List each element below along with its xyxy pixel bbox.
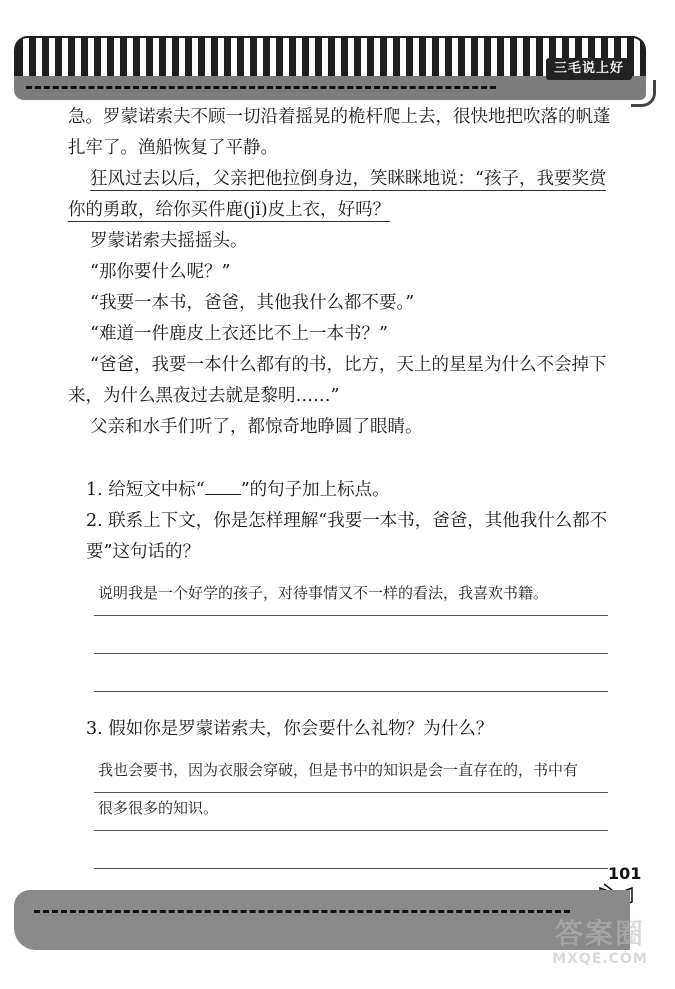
header-corner-curl <box>631 80 656 107</box>
page-header <box>14 36 646 98</box>
question-2: 2. 联系上下文，你是怎样理解“我要一本书，爸爸，其他我什么都不要”这句话的？ <box>86 511 608 562</box>
answer-line[interactable] <box>94 831 608 869</box>
passage-paragraph <box>68 102 614 164</box>
page-number: 101 <box>608 864 642 883</box>
paragraph-text: 急。罗蒙诺索夫不顾一切沿着摇晃的桅杆爬上去，很快地把吹落的帆蓬扎牢了。渔船恢复了平静。 <box>68 107 611 158</box>
passage-paragraph <box>68 257 614 288</box>
watermark-logo <box>540 918 660 978</box>
answer-line[interactable]: 很多很多的知识。 <box>94 793 608 831</box>
passage-paragraph <box>68 164 614 226</box>
paragraph-text: 罗蒙诺索夫摇摇头。 <box>90 231 248 251</box>
blank-mark-sample <box>205 493 241 495</box>
passage-paragraph <box>68 226 614 257</box>
page-footer <box>14 890 630 950</box>
passage-paragraph <box>68 288 614 319</box>
question-1-text-before: 1. 给短文中标“ <box>86 480 205 500</box>
answer-line[interactable]: 我也会要书，因为衣服会穿破，但是书中的知识是会一直存在的，书中有 <box>94 755 608 793</box>
question-2-answer-lines <box>94 578 608 692</box>
header-dash-line <box>26 86 496 89</box>
answer-line[interactable]: 说明我是一个好学的孩子，对待事情又不一样的看法，我喜欢书籍。 <box>94 578 608 616</box>
question-1 <box>86 475 614 506</box>
paragraph-text: “爸爸，我要一本什么都有的书，比方，天上的星星为什么不会掉下来，为什么黑夜过去就是黎明……” <box>68 355 607 406</box>
watermark-line1: 答案圈 <box>554 917 645 950</box>
paragraph-text: “难道一件鹿皮上衣还比不上一本书？” <box>90 324 388 344</box>
page-content <box>68 102 614 907</box>
question-3-answer-lines <box>94 755 608 907</box>
paragraph-text: “我要一本书，爸爸，其他我什么都不要。” <box>90 293 415 313</box>
question-3: 3. 假如你是罗蒙诺索夫，你会要什么礼物？为什么？ <box>86 719 494 739</box>
answer-line[interactable] <box>94 654 608 692</box>
paragraph-text: 父亲和水手们听了，都惊奇地睁圆了眼睛。 <box>90 417 423 437</box>
question-1-text-after: ”的句子加上标点。 <box>240 480 390 500</box>
passage-paragraph <box>68 319 614 350</box>
watermark-line2: MXQE.COM <box>552 951 648 967</box>
passage-paragraph <box>68 350 614 412</box>
footer-dash-line <box>34 910 570 913</box>
underlined-sentence: 狂风过去以后，父亲把他拉倒身边，笑眯眯地说：“孩子，我要奖赏你的勇敢，给你买件鹿(jǐ)皮上衣，好吗？ <box>68 169 607 220</box>
reading-passage <box>68 102 614 443</box>
questions-section <box>68 475 614 907</box>
passage-paragraph <box>68 412 614 443</box>
answer-line[interactable] <box>94 616 608 654</box>
header-logo: 三毛说上好 <box>546 58 632 80</box>
paragraph-text: “那你要什么呢？” <box>90 262 231 282</box>
